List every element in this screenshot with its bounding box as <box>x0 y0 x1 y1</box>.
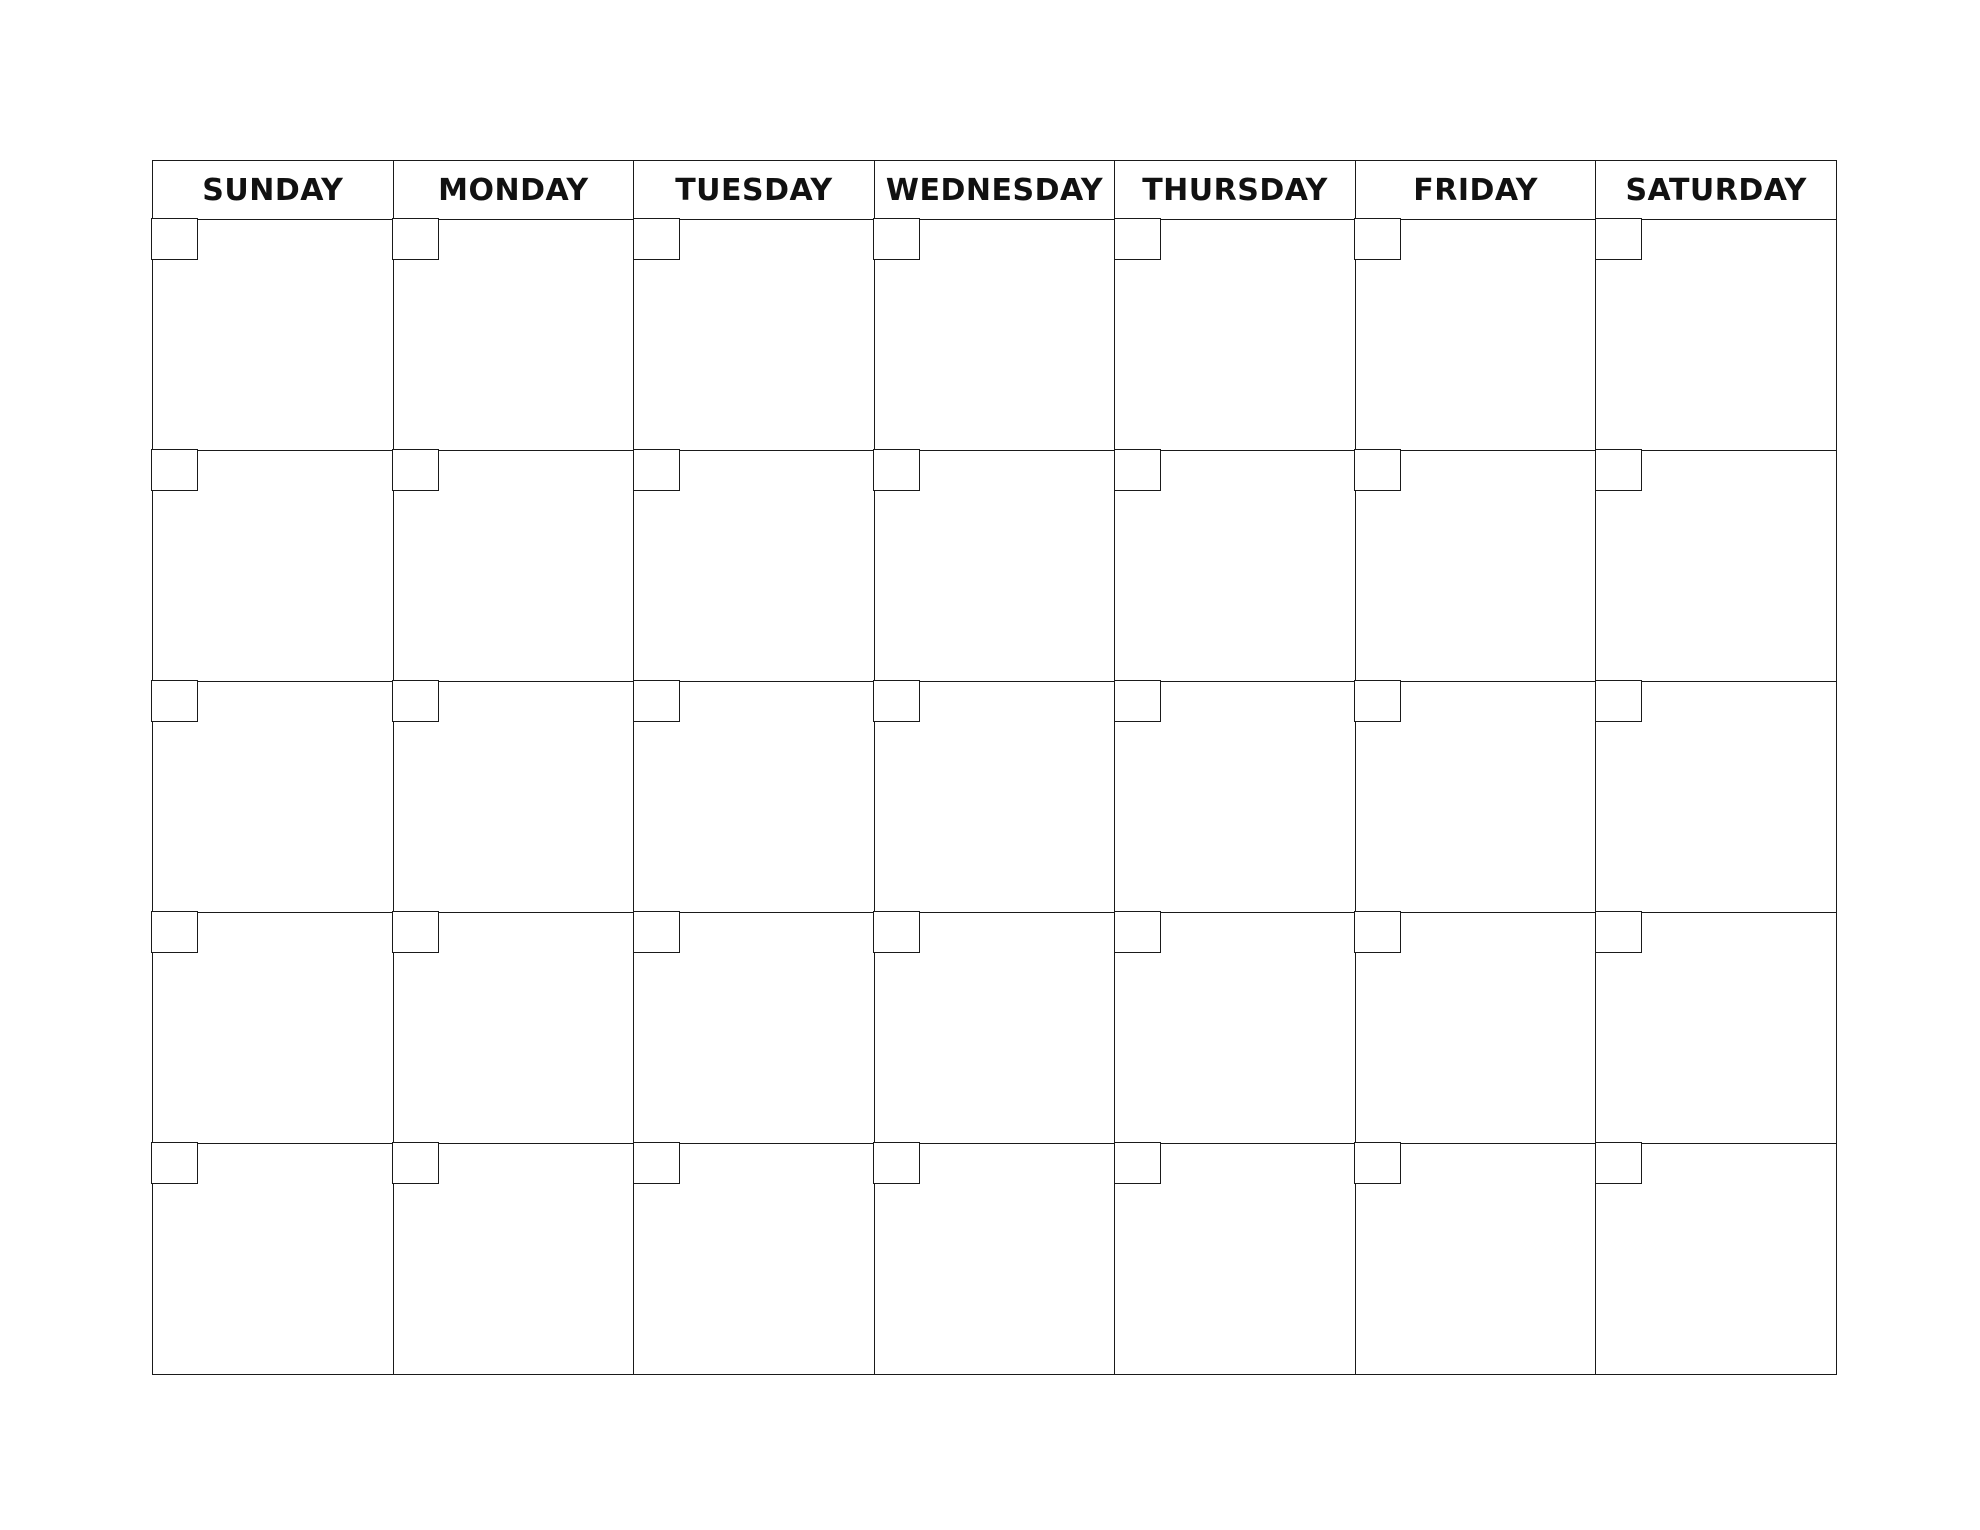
date-number-box[interactable] <box>633 680 680 722</box>
day-cell[interactable] <box>874 451 1115 682</box>
day-content[interactable] <box>1167 1148 1351 1370</box>
date-number-box[interactable] <box>1354 449 1401 491</box>
day-content[interactable] <box>1167 686 1351 908</box>
day-content[interactable] <box>205 455 389 677</box>
date-number-box[interactable] <box>873 218 920 260</box>
day-cell[interactable] <box>1596 220 1837 451</box>
day-cell[interactable] <box>1355 220 1596 451</box>
date-number-box[interactable] <box>1114 449 1161 491</box>
date-number-box[interactable] <box>1595 218 1642 260</box>
calendar-body <box>153 220 1837 1375</box>
day-cell[interactable] <box>874 913 1115 1144</box>
date-number-box[interactable] <box>151 1142 198 1184</box>
day-content[interactable] <box>1648 224 1832 446</box>
day-content[interactable] <box>927 686 1111 908</box>
day-content[interactable] <box>1167 917 1351 1139</box>
day-cell[interactable] <box>1596 451 1837 682</box>
day-content[interactable] <box>446 455 630 677</box>
calendar-header-row <box>153 161 1837 220</box>
calendar-week-row <box>153 682 1837 913</box>
date-number-box[interactable] <box>873 1142 920 1184</box>
day-content[interactable] <box>1408 686 1592 908</box>
day-cell[interactable] <box>874 1144 1115 1375</box>
day-cell[interactable] <box>153 913 394 1144</box>
day-cell[interactable] <box>874 220 1115 451</box>
date-number-box[interactable] <box>392 449 439 491</box>
day-content[interactable] <box>686 455 870 677</box>
date-number-box[interactable] <box>1354 911 1401 953</box>
day-cell[interactable] <box>393 220 634 451</box>
date-number-box[interactable] <box>633 218 680 260</box>
weekday-header-friday: FRIDAY <box>1355 161 1596 220</box>
day-content[interactable] <box>1648 1148 1832 1370</box>
date-number-box[interactable] <box>1354 218 1401 260</box>
weekday-header-wednesday: WEDNESDAY <box>874 161 1115 220</box>
weekday-header-thursday: THURSDAY <box>1115 161 1356 220</box>
day-cell[interactable] <box>1115 451 1356 682</box>
day-content[interactable] <box>205 917 389 1139</box>
calendar-week-row <box>153 220 1837 451</box>
day-content[interactable] <box>1408 455 1592 677</box>
day-content[interactable] <box>1167 455 1351 677</box>
day-cell[interactable] <box>1115 1144 1356 1375</box>
day-cell[interactable] <box>153 451 394 682</box>
day-cell[interactable] <box>634 220 875 451</box>
date-number-box[interactable] <box>151 218 198 260</box>
weekday-header-saturday: SATURDAY <box>1596 161 1837 220</box>
day-cell[interactable] <box>874 682 1115 913</box>
date-number-box[interactable] <box>1114 1142 1161 1184</box>
day-cell[interactable] <box>634 682 875 913</box>
day-cell[interactable] <box>1355 913 1596 1144</box>
day-content[interactable] <box>1408 917 1592 1139</box>
day-content[interactable] <box>446 917 630 1139</box>
date-number-box[interactable] <box>873 911 920 953</box>
date-number-box[interactable] <box>392 218 439 260</box>
day-content[interactable] <box>1167 224 1351 446</box>
day-content[interactable] <box>686 224 870 446</box>
day-content[interactable] <box>686 917 870 1139</box>
calendar-week-row <box>153 913 1837 1144</box>
date-number-box[interactable] <box>633 1142 680 1184</box>
date-number-box[interactable] <box>1354 680 1401 722</box>
day-cell[interactable] <box>393 451 634 682</box>
weekday-header-monday: MONDAY <box>393 161 634 220</box>
day-cell[interactable] <box>1355 1144 1596 1375</box>
day-cell[interactable] <box>1596 1144 1837 1375</box>
weekday-header-sunday: SUNDAY <box>153 161 394 220</box>
day-cell[interactable] <box>393 913 634 1144</box>
day-content[interactable] <box>686 686 870 908</box>
day-cell[interactable] <box>1596 682 1837 913</box>
day-content[interactable] <box>927 455 1111 677</box>
day-content[interactable] <box>1408 1148 1592 1370</box>
day-content[interactable] <box>446 1148 630 1370</box>
date-number-box[interactable] <box>1595 680 1642 722</box>
date-number-box[interactable] <box>633 911 680 953</box>
date-number-box[interactable] <box>1114 218 1161 260</box>
day-cell[interactable] <box>1115 220 1356 451</box>
day-content[interactable] <box>446 224 630 446</box>
day-cell[interactable] <box>153 1144 394 1375</box>
date-number-box[interactable] <box>1595 1142 1642 1184</box>
day-cell[interactable] <box>153 220 394 451</box>
day-cell[interactable] <box>634 451 875 682</box>
date-number-box[interactable] <box>1595 911 1642 953</box>
day-cell[interactable] <box>393 682 634 913</box>
date-number-box[interactable] <box>151 449 198 491</box>
day-cell[interactable] <box>153 682 394 913</box>
day-content[interactable] <box>205 224 389 446</box>
date-number-box[interactable] <box>1595 449 1642 491</box>
day-content[interactable] <box>927 917 1111 1139</box>
date-number-box[interactable] <box>392 1142 439 1184</box>
date-number-box[interactable] <box>392 911 439 953</box>
day-content[interactable] <box>1648 917 1832 1139</box>
day-content[interactable] <box>205 1148 389 1370</box>
calendar-week-row <box>153 1144 1837 1375</box>
day-content[interactable] <box>927 224 1111 446</box>
date-number-box[interactable] <box>1354 1142 1401 1184</box>
date-number-box[interactable] <box>1114 911 1161 953</box>
day-cell[interactable] <box>1115 913 1356 1144</box>
day-content[interactable] <box>1648 455 1832 677</box>
day-content[interactable] <box>1648 686 1832 908</box>
day-content[interactable] <box>446 686 630 908</box>
date-number-box[interactable] <box>633 449 680 491</box>
day-cell[interactable] <box>393 1144 634 1375</box>
weekday-header-tuesday: TUESDAY <box>634 161 875 220</box>
date-number-box[interactable] <box>873 449 920 491</box>
date-number-box[interactable] <box>151 911 198 953</box>
day-cell[interactable] <box>1115 682 1356 913</box>
day-cell[interactable] <box>1355 451 1596 682</box>
day-content[interactable] <box>1408 224 1592 446</box>
date-number-box[interactable] <box>1114 680 1161 722</box>
day-cell[interactable] <box>634 913 875 1144</box>
day-content[interactable] <box>686 1148 870 1370</box>
date-number-box[interactable] <box>873 680 920 722</box>
date-number-box[interactable] <box>151 680 198 722</box>
calendar-week-row <box>153 451 1837 682</box>
day-content[interactable] <box>205 686 389 908</box>
day-cell[interactable] <box>634 1144 875 1375</box>
monthly-calendar-grid <box>152 160 1837 1375</box>
day-cell[interactable] <box>1596 913 1837 1144</box>
date-number-box[interactable] <box>392 680 439 722</box>
day-cell[interactable] <box>1355 682 1596 913</box>
day-content[interactable] <box>927 1148 1111 1370</box>
